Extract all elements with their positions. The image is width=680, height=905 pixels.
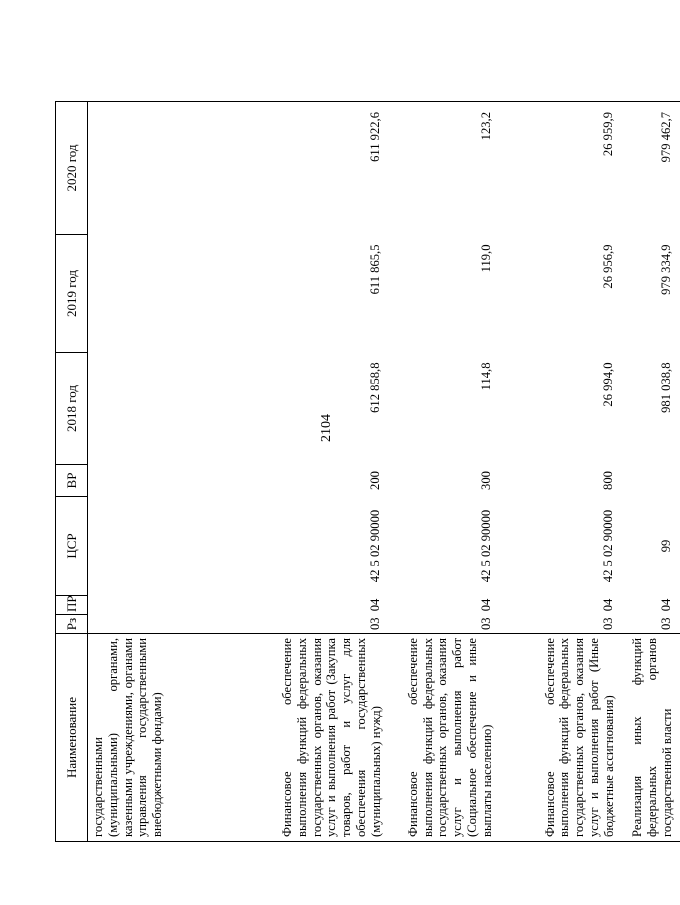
rotated-page-content xyxy=(55,66,674,842)
page-number: 2104 xyxy=(319,414,334,442)
row-2019: 119,0 xyxy=(478,244,493,273)
row-rz: 03 xyxy=(658,617,673,630)
table-row xyxy=(201,102,389,842)
table-row xyxy=(622,102,680,842)
row-2018: 612 858,8 xyxy=(367,362,382,413)
row-2019: 611 865,5 xyxy=(367,244,382,295)
row-2018: 981 038,8 xyxy=(658,362,673,413)
row-vr: 200 xyxy=(367,471,382,490)
col-header-2019: 2019 год xyxy=(56,235,88,353)
row-pr xyxy=(88,596,201,615)
row-name: Финансовое обеспечение выполнения функций федеральных государственных органов, оказания услуг и выполнения работ (Иные бюджетные ассигнования) xyxy=(500,634,622,842)
row-2020: 611 922,6 xyxy=(201,102,389,235)
row-2019: 979 334,9 xyxy=(658,244,673,295)
table-row xyxy=(88,102,201,842)
row-2018: 114,8 xyxy=(478,362,493,391)
row-pr: 04 xyxy=(478,598,493,612)
row-csr xyxy=(88,497,201,596)
row-vr xyxy=(622,465,680,497)
row-vr: 800 xyxy=(600,471,615,490)
row-name: государственными (муниципальными) органами, казенными учреждениями, органами управления государственными внебюджетными фондами) xyxy=(88,634,201,842)
col-header-vr: ВР xyxy=(56,465,88,497)
row-name: Реализация иных функций федеральных органов государственной власти xyxy=(622,634,680,842)
row-2020: 26 959,9 xyxy=(500,102,622,235)
row-vr xyxy=(88,465,201,497)
row-csr: 42 5 02 90000 xyxy=(478,509,493,583)
row-csr: 99 xyxy=(658,539,673,553)
row-2020 xyxy=(88,102,201,235)
row-2019 xyxy=(88,235,201,353)
row-pr: 04 xyxy=(658,598,673,612)
row-2020: 123,2 xyxy=(389,102,500,235)
row-pr: 04 xyxy=(600,598,615,612)
table-row xyxy=(389,102,500,842)
col-header-name: Наименование xyxy=(56,634,88,842)
row-2020: 979 462,7 xyxy=(622,102,680,235)
row-rz xyxy=(88,615,201,634)
row-csr: 42 5 02 90000 xyxy=(367,509,382,583)
col-header-rz: Рз xyxy=(56,615,88,634)
row-name: Финансовое обеспечение выполнения функций федеральных государственных органов, оказания услуг и выполнения работ (Закупка товаров, работ и услуг для обеспечения государственных (муниципальных) нужд) xyxy=(201,634,389,842)
row-name: Финансовое обеспечение выполнения функций федеральных государственных органов, оказания услуг и выполнения работ (Социальное обеспечение и иные выплаты населению) xyxy=(389,634,500,842)
col-header-2018: 2018 год xyxy=(56,353,88,465)
col-header-csr: ЦСР xyxy=(56,497,88,596)
table-row xyxy=(500,102,622,842)
row-rz: 03 xyxy=(478,617,493,630)
row-2018 xyxy=(88,353,201,465)
row-rz: 03 xyxy=(367,617,382,630)
row-csr: 42 5 02 90000 xyxy=(600,509,615,583)
row-vr: 300 xyxy=(478,471,493,490)
col-header-2020: 2020 год xyxy=(56,102,88,235)
budget-table xyxy=(55,101,680,842)
row-rz: 03 xyxy=(600,617,615,630)
row-2019: 26 956,9 xyxy=(600,244,615,289)
col-header-pr: ПР xyxy=(56,596,88,615)
row-2018: 26 994,0 xyxy=(600,362,615,407)
row-pr: 04 xyxy=(367,598,382,612)
table-header-row xyxy=(56,102,88,842)
